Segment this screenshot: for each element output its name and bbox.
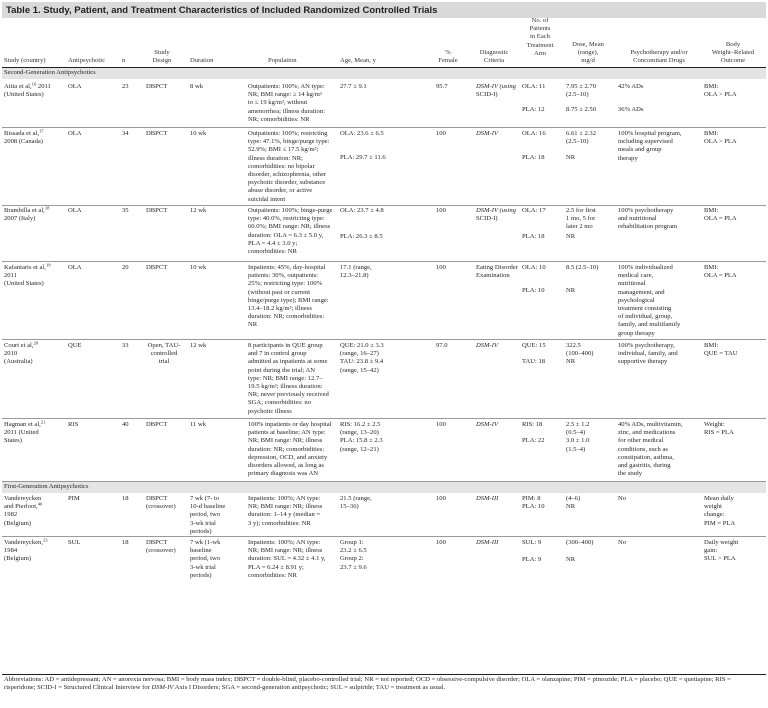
n-cell: 33: [122, 342, 129, 349]
n-cell: 23: [122, 83, 129, 90]
header-study: Study (country): [4, 57, 46, 64]
population-cell: Inpatients: 100%; AN type: NR; BMI range: NR; illness duration: 1–14 y (median = 3 y); comorbidities: NR: [248, 495, 323, 527]
row-divider: [2, 418, 766, 419]
population-cell: 100% inpatients or day hospital patients at baseline; AN type: NR; BMI range: NR; illness duration: NR; comorbidities: depression, OCD, and anxiety disorders allowed, as long as primary diagnosis was AN: [248, 421, 332, 478]
age-cell: Group 1: 23.2 ± 6.5 Group 2: 23.7 ± 9.6: [340, 539, 367, 571]
female-cell: 100: [436, 264, 446, 271]
arm-cell: RIS: 18: [522, 421, 543, 428]
duration-cell: 7 wk (7- to 10-d baseline period, two 3-wk trial periods): [190, 495, 226, 535]
study-cell: Kafantaris et al,$^{19}$ 2011 (United States): [4, 262, 51, 288]
age-cell: QUE: 21.0 ± 3.3 (range, 16–27) TAU: 23.8 ± 9.4 (range, 15–42): [340, 342, 384, 374]
row-divider: [2, 339, 766, 340]
dose-cell: 7.95 ± 2.70 (2.5–10): [566, 83, 596, 99]
header-antipsychotic: Antipsychotic: [68, 57, 105, 64]
header-outcome: Body Weight–Related Outcome: [711, 41, 755, 65]
dose-cell: 2.5 ± 1.2 (0.5–4) 3.0 ± 1.0 (1.5–4): [566, 421, 590, 453]
antipsychotic-cell: OLA: [68, 207, 82, 214]
criteria-cell: DSM-IV: [476, 342, 498, 349]
psycho-cell: 100% hospital program, including supervised meals and group therapy: [618, 130, 682, 162]
dose-cell: NR: [566, 287, 576, 294]
header-age: Age, Mean, y: [340, 57, 376, 64]
header-n: n: [122, 57, 126, 64]
arm-cell: OLA: 17: [522, 207, 546, 214]
design-cell: DBPCT: [146, 83, 168, 90]
design-cell: DBPCT: [146, 130, 168, 137]
outcome-cell: BMI: OLA = PLA: [704, 264, 737, 280]
study-cell: Vandereycken,$^{23}$ 1984 (Belgium): [4, 537, 48, 563]
arm-cell: PLA: 9: [522, 556, 542, 563]
antipsychotic-cell: QUE: [68, 342, 82, 349]
female-cell: 97.0: [436, 342, 448, 349]
duration-cell: 12 wk: [190, 342, 207, 349]
header-arm: No. of Patients in Each Treatment Arm: [526, 17, 554, 57]
study-cell: Bissada et al,$^{17}$ 2008 (Canada): [4, 128, 44, 146]
female-cell: 100: [436, 539, 446, 546]
n-cell: 40: [122, 421, 129, 428]
outcome-cell: Weight: RIS = PLA: [704, 421, 734, 437]
age-cell: 17.1 (range, 12.3–21.8): [340, 264, 372, 280]
table-bottom-rule: [2, 674, 766, 675]
dose-cell: NR: [566, 556, 576, 563]
criteria-cell: DSM-IV: [476, 130, 498, 137]
table-title: Table 1. Study, Patient, and Treatment Characteristics of Included Randomized Controlled Trials: [6, 5, 438, 16]
outcome-cell: Daily weight gain: SUL > PLA: [704, 539, 739, 563]
female-cell: 100: [436, 421, 446, 428]
outcome-cell: BMI: OLA > PLA: [704, 130, 737, 146]
psycho-cell: 36% ADs: [618, 106, 644, 113]
arm-cell: PIM: 8 PLA: 10: [522, 495, 545, 511]
age-cell: OLA: 23.6 ± 6.5: [340, 130, 384, 137]
row-divider: [2, 261, 766, 262]
age-cell: OLA: 23.7 ± 4.8: [340, 207, 384, 214]
arm-cell: TAU: 18: [522, 358, 546, 365]
header-female: % Female: [438, 49, 458, 65]
dose-cell: 6.61 ± 2.32 (2.5–10): [566, 130, 596, 146]
antipsychotic-cell: OLA: [68, 264, 82, 271]
design-cell: DBPCT (crossover): [146, 539, 176, 555]
header-criteria: Diagnostic Criteria: [479, 49, 509, 65]
criteria-cell: DSM-IV: [476, 421, 498, 428]
population-cell: Outpatients: 100%; binge-purge type: 40.0%, restricting type: 60.0%; BMI range: NR; illness duration: OLA = 6.3 ± 5.0 y, PLA = 4.4 ± 3.0 y; comorbidities: NR: [248, 207, 333, 256]
female-cell: 95.7: [436, 83, 448, 90]
antipsychotic-cell: OLA: [68, 130, 82, 137]
outcome-cell: BMI: OLA > PLA: [704, 83, 737, 99]
female-cell: 100: [436, 207, 446, 214]
arm-cell: OLA: 10: [522, 264, 546, 271]
design-cell: DBPCT: [146, 421, 168, 428]
header-dose: Dose, Mean (range), mg/d: [572, 41, 604, 65]
header-population: Population: [268, 57, 297, 64]
population-cell: Inpatients: 100%; AN type: NR; BMI range: NR; illness duration: SUL = 4.32 ± 4.1 y, PLA = 6.24 ± 8.91 y; comorbidities: NR: [248, 539, 326, 579]
design-cell: DBPCT: [146, 207, 168, 214]
criteria-cell: DSM-III: [476, 539, 499, 546]
section-first-label: First-Generation Antipsychotics: [4, 483, 89, 490]
arm-cell: OLA: 11: [522, 83, 546, 90]
psycho-cell: 40% ADs, multivitamin, zinc, and medications for other medical conditions, such as constipation, asthma, and gastritis, during the study: [618, 421, 683, 478]
header-design: Study Design: [152, 49, 172, 65]
row-divider: [2, 205, 766, 206]
outcome-cell: BMI: QUE = TAU: [704, 342, 738, 358]
psycho-cell: 100% psychotherapy and nutritional rehabilitation program: [618, 207, 678, 231]
psycho-cell: No: [618, 495, 627, 502]
section-band-second: [2, 68, 766, 79]
study-cell: Court et al,$^{20}$ 2010 (Australia): [4, 340, 39, 366]
table-title-bar: [2, 2, 766, 18]
design-cell: DBPCT: [146, 264, 168, 271]
arm-cell: OLA: 16: [522, 130, 546, 137]
n-cell: 18: [122, 539, 129, 546]
dose-cell: NR: [566, 154, 576, 161]
age-cell: PLA: 29.7 ± 11.6: [340, 154, 386, 161]
psycho-cell: No: [618, 539, 627, 546]
dose-cell: (4–6) NR: [566, 495, 581, 511]
antipsychotic-cell: RIS: [68, 421, 79, 428]
row-divider: [2, 127, 766, 128]
n-cell: 20: [122, 264, 129, 271]
duration-cell: 11 wk: [190, 421, 207, 428]
study-cell: Attia et al,$^{16}$ 2011 (United States): [4, 81, 51, 99]
dose-cell: 322.5 (100–400): [566, 342, 594, 358]
dose-cell: NR: [566, 358, 576, 365]
population-cell: Inpatients: 45%, day-hospital patients: 30%, outpatients: 25%; restricting type: 100% (without past or current binge/purge type); BMI range: 13.4–18.2 kg/m²; illness duration: NR; comorbidities: NR: [248, 264, 329, 329]
duration-cell: 8 wk: [190, 83, 204, 90]
antipsychotic-cell: PIM: [68, 495, 80, 502]
duration-cell: 10 wk: [190, 264, 207, 271]
antipsychotic-cell: SUL: [68, 539, 81, 546]
duration-cell: 7 wk (1-wk baseline period, two 3-wk trial periods): [190, 539, 221, 579]
study-cell: Brambilla et al,$^{18}$ 2007 (Italy): [4, 205, 50, 223]
criteria-cell: Eating Disorder Examination: [476, 264, 518, 280]
duration-cell: 10 wk: [190, 130, 207, 137]
n-cell: 34: [122, 130, 129, 137]
population-cell: Outpatients: 100%; restricting type: 47.1%, binge/purge type: 52.9%; BMI ≤ 17.5 kg/m²; illness duration: NR; comorbidities: no bipolar disorder, schizophrenia, other psychotic disorder, substance abuse disorder, or active suicidal intent: [248, 130, 330, 203]
arm-cell: PLA: 22: [522, 437, 545, 444]
antipsychotic-cell: OLA: [68, 83, 82, 90]
duration-cell: 12 wk: [190, 207, 207, 214]
psycho-cell: 42% ADs: [618, 83, 644, 90]
female-cell: 100: [436, 495, 446, 502]
dose-cell: 2.5 for first 1 mo, 5 for later 2 mo: [566, 207, 596, 231]
population-cell: Outpatients: 100%; AN type: NR; BMI range: ≥ 14 kg/m² to ≤ 19 kg/m², without amenorrhea; illness duration: NR; comorbidities: NR: [248, 83, 325, 123]
criteria-cell: DSM-IV (using SCID-I): [476, 207, 516, 223]
study-cell: Vandereycken and Pierloot,$^{40}$ 1982 (Belgium): [4, 495, 43, 527]
age-cell: RIS: 16.2 ± 2.5 (range, 13–20) PLA: 15.8 ± 2.3 (range, 12–21): [340, 421, 383, 453]
female-cell: 100: [436, 130, 446, 137]
dose-cell: NR: [566, 233, 576, 240]
arm-cell: QUE: 15: [522, 342, 546, 349]
arm-cell: SUL: 9: [522, 539, 542, 546]
dose-cell: 8.75 ± 2.50: [566, 106, 596, 113]
design-cell: DBPCT (crossover): [146, 495, 176, 511]
population-cell: 8 participants in QUE group and 7 in control group admitted as inpatients at some point during the trial; AN type: NR; BMI range: 12.7– 19.5 kg/m²; illness duration: NR; never previously received SGA; comorbidities: no psychotic illness: [248, 342, 329, 415]
design-cell: Open, TAU- controlled trial: [147, 342, 181, 366]
section-band-first: [2, 482, 766, 493]
arm-cell: PLA: 12: [522, 106, 545, 113]
outcome-cell: Mean daily weight change: PIM = PLA: [704, 495, 736, 527]
arm-cell: PLA: 18: [522, 154, 545, 161]
criteria-cell: DSM-IV (using SCID-I): [476, 83, 516, 99]
header-psycho: Psychotherapy and/or Concomitant Drugs: [630, 49, 688, 65]
n-cell: 35: [122, 207, 129, 214]
age-cell: 21.5 (range, 15–36): [340, 495, 372, 511]
n-cell: 18: [122, 495, 129, 502]
header-duration: Duration: [190, 57, 214, 64]
arm-cell: PLA: 10: [522, 287, 545, 294]
study-cell: Hagman et al,$^{21}$ 2011 (United States): [4, 419, 46, 445]
psycho-cell: 100% individualized medical care, nutritional management, and psychological treatment consisting of individual, group, family, and multifamily group therapy: [618, 264, 681, 337]
dose-cell: 8.5 (2.5–10): [566, 264, 599, 271]
abbreviations-footnote: Abbreviations: AD = antidepressant; AN = anorexia nervosa; BMI = body mass index; DBPCT = double-blind, placebo-controlled trial; NR = not reported; OCD = obsessive-compulsive disorder; OLA = olanzapine; PIM = pimozide; PLA = placebo; QUE = quetiapine; RIS = risperidone; SCID-I = Structured Clinical Interview for DSM-IV Axis I Disorders; SGA = second-generation antipsychotic; SUL = sulpiride; TAU = treatment as usual.: [4, 676, 731, 692]
arm-cell: PLA: 18: [522, 233, 545, 240]
age-cell: 27.7 ± 9.1: [340, 83, 367, 90]
age-cell: PLA: 26.3 ± 8.5: [340, 233, 383, 240]
psycho-cell: 100% psychotherapy, individual, family, and supportive therapy: [618, 342, 678, 366]
row-divider: [2, 536, 766, 537]
criteria-cell: DSM-III: [476, 495, 499, 502]
section-second-label: Second-Generation Antipsychotics: [4, 69, 96, 76]
outcome-cell: BMI: OLA = PLA: [704, 207, 737, 223]
dose-cell: (300–400): [566, 539, 594, 546]
